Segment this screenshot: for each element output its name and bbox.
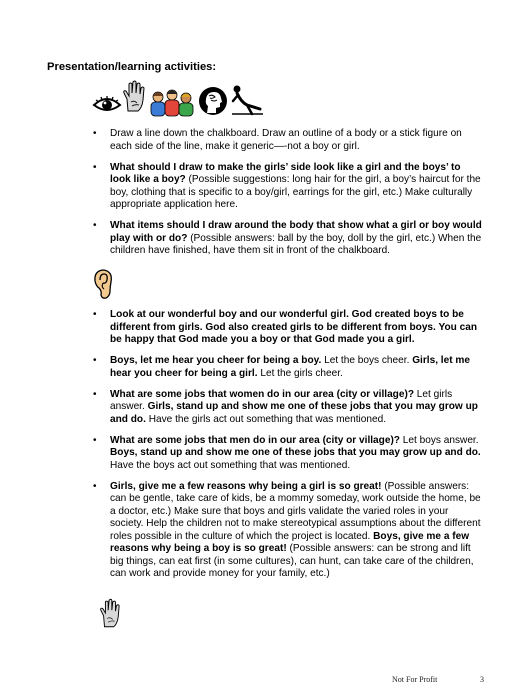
activity-list-2: [92, 309, 484, 589]
bold-text: Look at our wonderful boy and our wonderful girl. God created boys to be different from girls. God also created girls to be different from boys. You can be happy that God made you a boy or that God made you a girl.: [110, 309, 477, 345]
body-text: Have the boys act out something that was mentioned.: [110, 459, 351, 471]
list-item: [92, 435, 484, 473]
bold-text: Girls, let me hear you cheer for being a girl.: [110, 355, 470, 379]
list-item: [92, 162, 484, 212]
page-number: 3: [480, 675, 484, 684]
list-item: [92, 309, 484, 347]
hand-icon: [99, 598, 121, 628]
bold-text: What items should I draw around the body that show what a girl or boy would play with or do?: [110, 220, 482, 244]
bold-text: Boys, give me a few reasons why being a boy is so great!: [110, 530, 470, 554]
ear-icon-container: [92, 268, 116, 305]
ear-icon: [92, 268, 116, 300]
bold-text: What are some jobs that women do in our area (city or village)?: [110, 388, 414, 400]
list-item: [92, 220, 484, 258]
stretch-figure-icon: [230, 84, 264, 116]
footer-label: Not For Profit: [392, 675, 438, 684]
body-text: Draw a line down the chalkboard. Draw an outline of a body or a stick figure on each side of the line, make it generic—-not a boy or girl.: [110, 128, 462, 152]
list-item: [92, 128, 484, 153]
list-item: [92, 389, 484, 427]
bold-text: Boys, stand up and show me one of these jobs that you may grow up and do.: [110, 447, 481, 458]
activity-list-1: [92, 128, 484, 266]
body-text: (Possible answers: can be gentle, take care of kids, be a mommy someday, work outside the home, be a doctor, etc.) Make sure that boys and girls validate the varied roles in your society. Help the children not to make stereotypical assumptions about the different roles possible in the culture of which the project is located.: [110, 480, 481, 542]
body-text: Have the girls act out something that was mentioned.: [145, 413, 387, 425]
body-text: (Possible answers: ball by the boy, doll by the girl, etc.) When the children have finished, have them sit in front of the chalkboard.: [110, 232, 482, 256]
group-icon: [148, 88, 196, 118]
list-item: [92, 355, 484, 380]
bottom-hand-icon-container: [99, 598, 121, 633]
body-text: Let boys answer.: [399, 434, 479, 446]
head-icon: [198, 86, 228, 116]
bold-text: Girls, give me a few reasons why being a girl is so great!: [110, 480, 382, 492]
section-heading: Presentation/learning activities:: [47, 61, 217, 73]
body-text: (Possible answers: can be strong and lift big things, can eat first (in some cultures), can hunt, can take care of the children, can work and provide money for your family, etc.): [110, 543, 474, 579]
bold-text: Boys, let me hear you cheer for being a boy.: [110, 355, 322, 366]
list-item: [92, 481, 484, 581]
hand-icon: [122, 80, 146, 112]
eye-icon: [92, 94, 122, 114]
bold-text: Girls, stand up and show me one of these jobs that you may grow up and do.: [110, 401, 478, 425]
bold-text: What should I draw to make the girls’ side look like a girl and the boys’ to look like a boy?: [110, 161, 461, 185]
body-text: Let the boys cheer.: [321, 355, 413, 366]
body-text: Let girls answer.: [110, 388, 453, 412]
body-text: Let the girls cheer.: [257, 367, 343, 379]
body-text: (Possible suggestions: long hair for the girl, a boy’s haircut for the boy, clothing that is specific to a boy/girl, earrings for the girl, etc.) Make culturally appropriate application here.: [110, 174, 481, 210]
bold-text: What are some jobs that men do in our area (city or village)?: [110, 434, 400, 446]
